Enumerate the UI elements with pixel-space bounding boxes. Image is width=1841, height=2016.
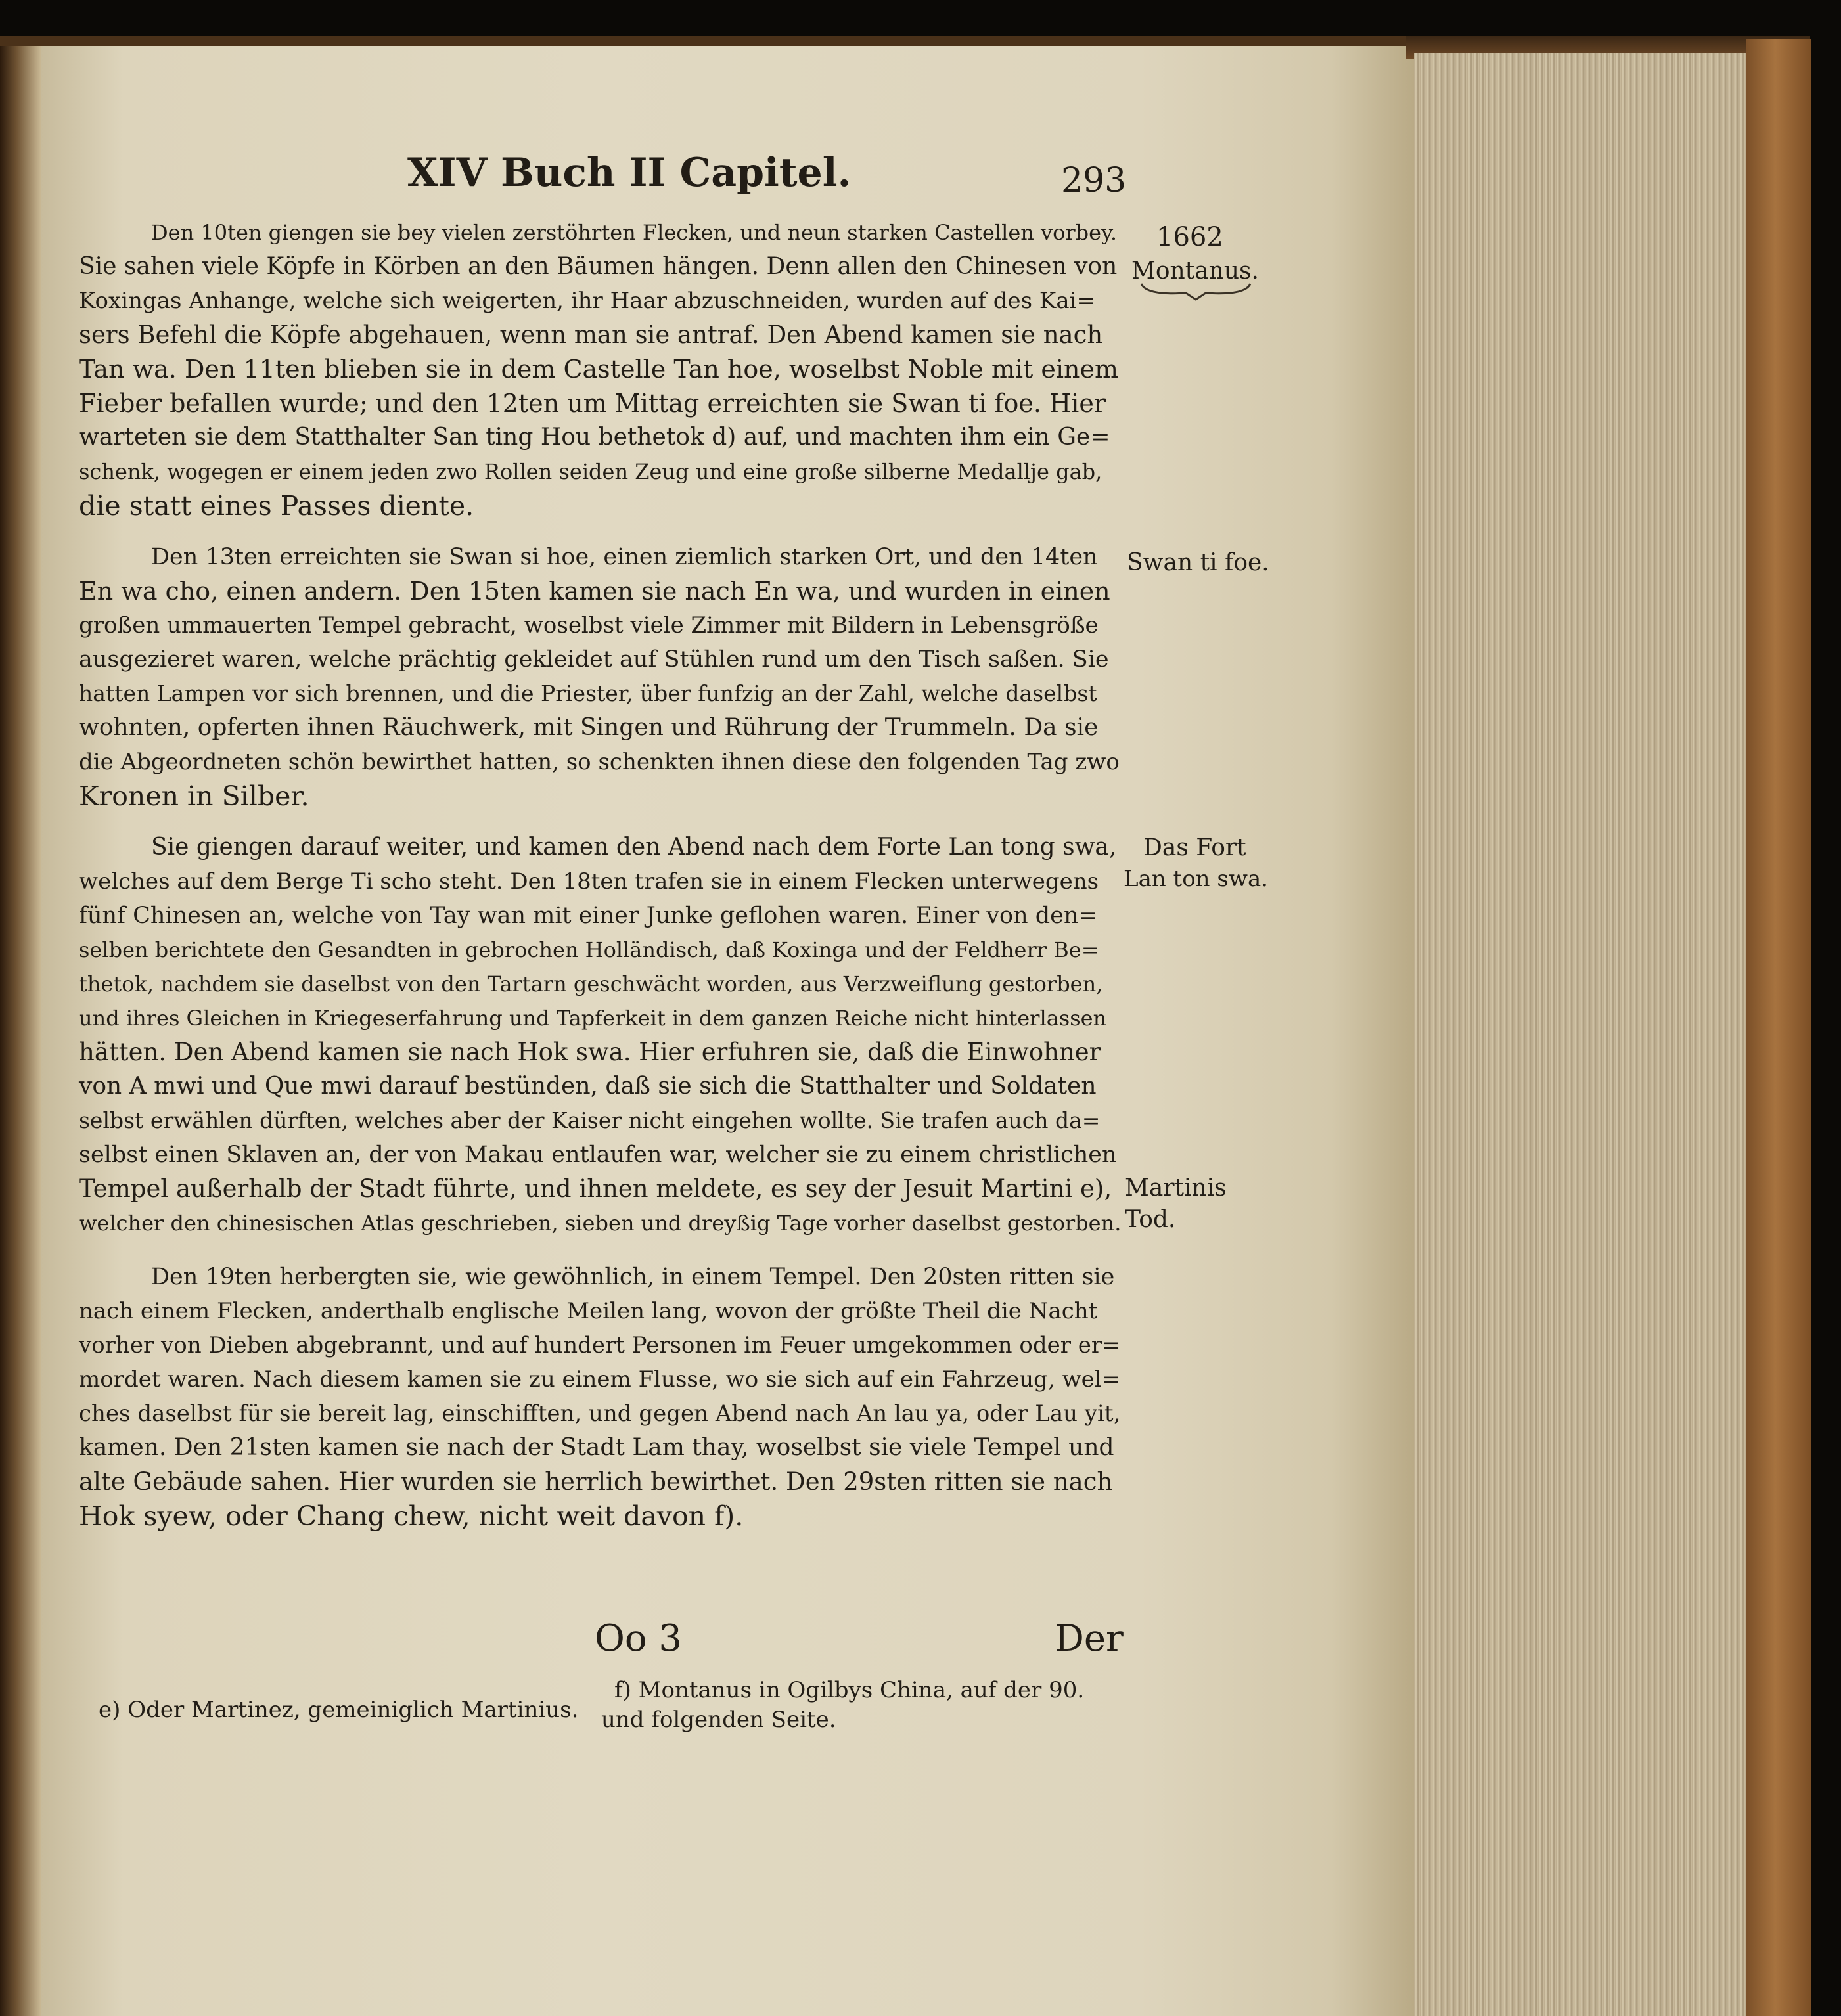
text-line: alte Gebäude sahen. Hier wurden sie herrlich bewirthet. Den 29sten ritten sie nach (79, 1467, 1113, 1496)
signature-mark: Oo 3 (595, 1617, 683, 1660)
text-line: hätten. Den Abend kamen sie nach Hok swa. Hier erfuhren sie, daß die Einwohner (79, 1038, 1101, 1066)
text-line: thetok, nachdem sie daselbst von den Tartarn geschwächt worden, aus Verzweiflung gestorben, (79, 972, 1103, 997)
text-line: nach einem Flecken, anderthalb englische Meilen lang, wovon der größte Theil die Nacht (79, 1298, 1098, 1324)
running-title: XIV Buch II Capitel. (407, 150, 852, 196)
margin-note: Martinis (1125, 1175, 1227, 1201)
text-line: welcher den chinesischen Atlas geschrieben, sieben und dreyßig Tage vorher daselbst gestorben. (79, 1211, 1122, 1236)
margin-source: Montanus. (1131, 258, 1259, 284)
text-line: Koxingas Anhange, welche sich weigerten, ihr Haar abzuschneiden, wurden auf des Kai= (79, 288, 1095, 314)
text-line: welches auf dem Berge Ti scho steht. Den 18ten trafen sie in einem Flecken unterwegens (79, 868, 1099, 895)
text-line: Fieber befallen wurde; und den 12ten um Mittag erreichten sie Swan ti foe. Hier (79, 389, 1106, 418)
text-line: Tan wa. Den 11ten blieben sie in dem Castelle Tan hoe, woselbst Noble mit einem (79, 355, 1118, 384)
text-line: En wa cho, einen andern. Den 15ten kamen sie nach En wa, und wurden in einen (79, 577, 1110, 606)
text-line: Sie sahen viele Köpfe in Körben an den Bäumen hängen. Denn allen den Chinesen von (79, 253, 1118, 280)
left-page-edge (0, 46, 41, 2016)
text-line: ches daselbst für sie bereit lag, einschifften, und gegen Abend nach An lau ya, oder Lau yit, (79, 1400, 1121, 1427)
text-line: hatten Lampen vor sich brennen, und die Priester, über funfzig an der Zahl, welche daselbst (79, 681, 1097, 706)
text-line: Den 10ten giengen sie bey vielen zerstöhrten Flecken, und neun starken Castellen vorbey. (151, 220, 1118, 245)
text-line: Sie giengen darauf weiter, und kamen den Abend nach dem Forte Lan tong swa, (151, 834, 1117, 861)
text-line: mordet waren. Nach diesem kamen sie zu einem Flusse, wo sie sich auf ein Fahrzeug, wel= (79, 1366, 1121, 1393)
margin-year: 1662 (1156, 222, 1223, 252)
page-number: 293 (1061, 161, 1127, 200)
catchword: Der (1055, 1617, 1124, 1660)
margin-note: Lan ton swa. (1124, 866, 1269, 892)
text-line: fünf Chinesen an, welche von Tay wan mit einer Junke geflohen waren. Einer von den= (79, 903, 1098, 929)
text-line: und ihres Gleichen in Kriegeserfahrung und Tapferkeit in dem ganzen Reiche nicht hinterlassen (79, 1006, 1107, 1031)
text-line: die statt eines Passes diente. (79, 490, 474, 522)
text-line: selben berichtete den Gesandten in gebrochen Holländisch, daß Koxinga und der Feldherr Be= (79, 937, 1099, 962)
footnote: e) Oder Martinez, gemeiniglich Martinius. (99, 1697, 579, 1723)
margin-note: Tod. (1125, 1206, 1176, 1233)
text-line: großen ummauerten Tempel gebracht, woselbst viele Zimmer mit Bildern in Lebensgröße (79, 612, 1099, 638)
footnote: f) Montanus in Ogilbys China, auf der 90. (614, 1677, 1085, 1703)
margin-note: Das Fort (1143, 834, 1246, 861)
text-line: die Abgeordneten schön bewirthet hatten, so schenkten ihnen diese den folgenden Tag zwo (79, 749, 1120, 775)
text-line: warteten sie dem Statthalter San ting Hou bethetok d) auf, und machten ihm ein Ge= (79, 424, 1110, 451)
text-line: von A mwi und Que mwi darauf bestünden, daß sie sich die Statthalter und Soldaten (79, 1073, 1097, 1100)
text-line: Den 19ten herbergten sie, wie gewöhnlich, in einem Tempel. Den 20sten ritten sie (151, 1264, 1115, 1290)
text-line: selbst erwählen dürften, welches aber der Kaiser nicht eingehen wollte. Sie trafen auch da= (79, 1108, 1101, 1133)
text-line: Kronen in Silber. (79, 780, 309, 812)
text-line: kamen. Den 21sten kamen sie nach der Stadt Lam thay, woselbst sie viele Tempel und (79, 1434, 1114, 1461)
footnote: und folgenden Seite. (601, 1707, 836, 1733)
text-line: sers Befehl die Köpfe abgehauen, wenn man sie antraf. Den Abend kamen sie nach (79, 321, 1103, 349)
margin-note: Swan ti foe. (1127, 549, 1269, 576)
text-line: wohnten, opferten ihnen Räuchwerk, mit Singen und Rührung der Trummeln. Da sie (79, 714, 1099, 741)
text-line: ausgezieret waren, welche prächtig gekleidet auf Stühlen rund um den Tisch saßen. Sie (79, 646, 1109, 673)
margin-brace (1140, 282, 1252, 302)
text-line: Hok syew, oder Chang chew, nicht weit davon f). (79, 1500, 744, 1532)
text-line: vorher von Dieben abgebrannt, und auf hundert Personen im Feuer umgekommen oder er= (79, 1332, 1121, 1358)
text-line: selbst einen Sklaven an, der von Makau entlaufen war, welcher sie zu einem christlichen (79, 1142, 1117, 1168)
page-block-edges (1414, 53, 1746, 2016)
text-line: Den 13ten erreichten sie Swan si hoe, einen ziemlich starken Ort, und den 14ten (151, 544, 1098, 570)
text-line: Tempel außerhalb der Stadt führte, und ihnen meldete, es sey der Jesuit Martini e), (79, 1175, 1112, 1203)
text-line: schenk, wogegen er einem jeden zwo Rollen seiden Zeug und eine große silberne Medallje gab, (79, 459, 1102, 484)
book-cover-edge (1746, 39, 1811, 2016)
